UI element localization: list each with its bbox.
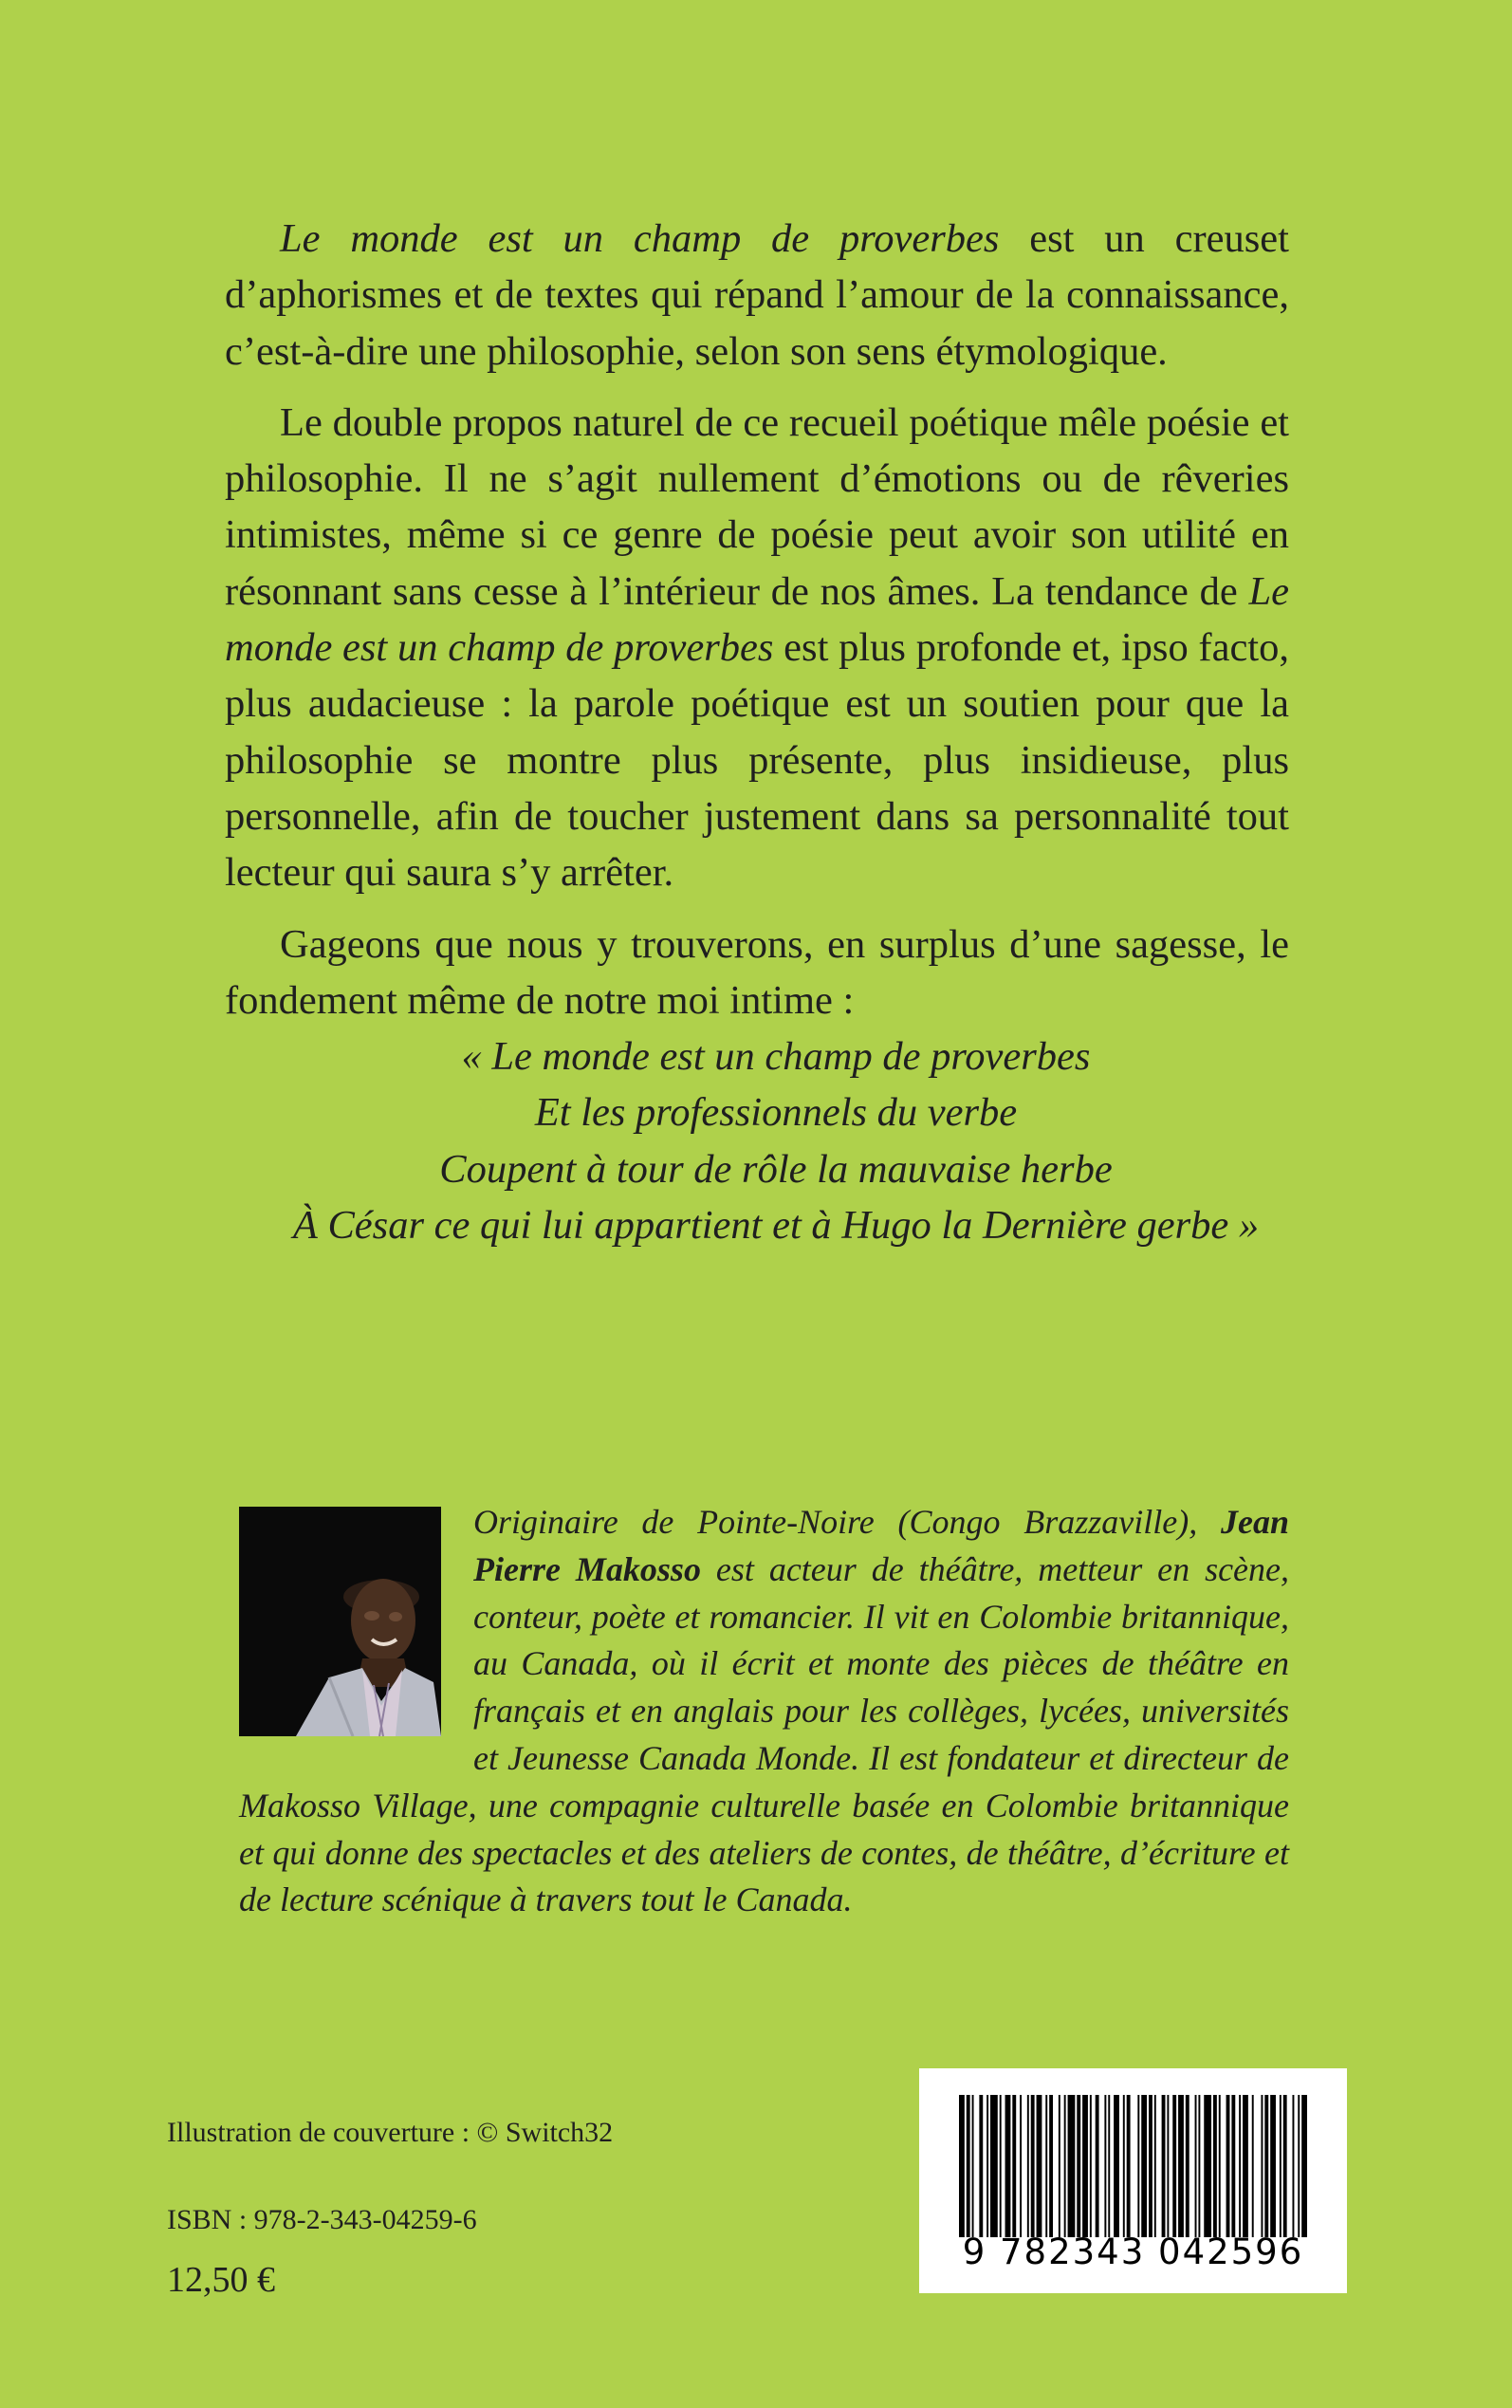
author-name: Jean Pierre Makosso <box>473 1503 1289 1588</box>
author-bio: Originaire de Pointe-Noire (Congo Brazzaville), Jean Pierre Makosso est acteur de théâtre, metteur en scène, conteur, poète et romancier. Il vit en Colombie britannique, au Canada, où il écrit et monte des pièces de théâtre en français et en anglais pour les collèges, lycées, universités et Jeunesse Canada Monde. Il est fondateur et directeur de Makosso Village, une compagnie culturelle basée en Colombie britannique et qui donne des spectacles et des ateliers de contes, de théâtre, d’écriture et de lecture scénique à travers tout le Canada. <box>239 1503 1290 1919</box>
poem-line: Coupent à tour de rôle la mauvaise herbe <box>439 1146 1113 1192</box>
poem-quote <box>225 1028 1289 1253</box>
book-title: Le monde est un champ de proverbes <box>225 568 1289 671</box>
author-photo <box>239 1507 441 1736</box>
summary-paragraph-2: Le double propos naturel de ce recueil poétique mêle poésie et philosophie. Il ne s’agit nullement d’émotions ou de rêveries intimistes, même si ce genre de poésie peut avoir son utilité en résonnant sans cesse à l’intérieur de nos âmes. La tendance de Le monde est un champ de proverbes est plus profonde et, ipso facto, plus audacieuse : la parole poétique est un soutien pour que la philosophie se montre plus présente, plus insidieuse, plus personnelle, afin de toucher justement dans sa personnalité tout lecteur qui saura s’y arrêter. <box>225 399 1289 896</box>
barcode <box>919 2068 1347 2293</box>
poem-line: « Le monde est un champ de proverbes <box>461 1034 1091 1080</box>
book-title: Le monde est un champ de proverbes <box>280 216 1000 261</box>
summary-paragraph-1: Le monde est un champ de proverbes est un creuset d’aphorismes et de textes qui répand l’amour de la connaissance, c’est-à-dire une philosophie, selon son sens étymologique. <box>225 216 1289 374</box>
barcode-bars <box>959 2095 1307 2237</box>
back-cover-summary <box>225 211 1289 1253</box>
poem-line: À César ce qui lui appartient et à Hugo la Dernière gerbe » <box>292 1203 1260 1249</box>
cover-credits: Illustration de couverture : © Switch32 <box>167 2117 614 2148</box>
summary-paragraph-3: Gageons que nous y trouverons, en surplus d’une sagesse, le fondement même de notre moi intime : <box>225 921 1289 1023</box>
isbn-label: ISBN : 978-2-343-04259-6 <box>167 2204 477 2235</box>
barcode-digits: 9 782343 042596 <box>962 2232 1304 2272</box>
poem-line: Et les professionnels du verbe <box>534 1090 1018 1136</box>
price-label: 12,50 € <box>167 2260 275 2300</box>
